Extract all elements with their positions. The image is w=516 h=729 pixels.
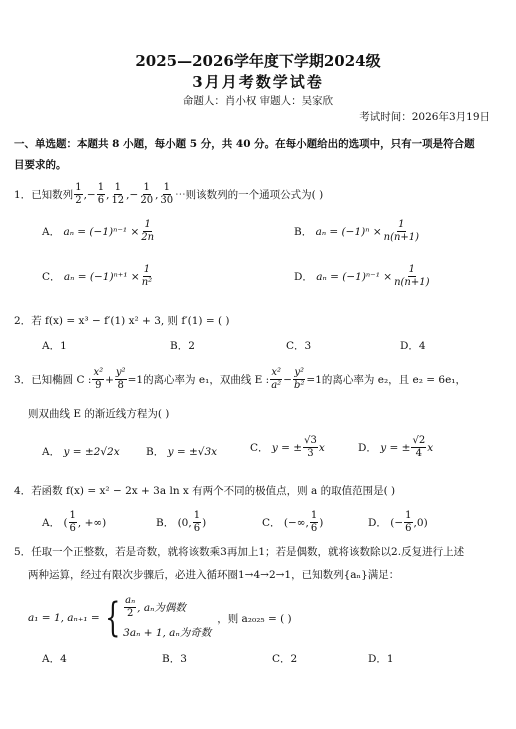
option-a[interactable]: A． aₙ = (−1)ⁿ⁻¹ × $\frac{1}{2n}$ [42,219,155,243]
section-heading-cont: 目要求的。 [14,159,67,171]
option-d[interactable]: D．1 [368,653,394,665]
question-1-stem: 1． 已知数列 $\frac{1}{2}$ , − $\frac{1}{6}$ , $\frac{1}{12}$ , − $\frac{1}{20}$ , $\frac{1}{30}$ ⋯则该数列的一个通项公式为( ) [14,182,324,206]
question-text: 已知数列 [31,189,74,201]
option-c[interactable]: C． y = ± $\frac{√3}{3}$ x [250,435,325,459]
piecewise-definition: a₁ = 1, aₙ₊₁ = { $\frac{\text{aₙ}}{2}$ , aₙ为偶数 3aₙ + 1, aₙ为奇数 ，则 a₂₀₂₅ = ( ) [28,595,292,641]
question-2-stem: 2．若 f(x) = x³ − f′(1) x² + 3, 则 f′(1) = ( ) [14,315,230,327]
option-a[interactable]: A． ( $\frac{1}{6}$ , +∞) [42,510,107,534]
sequence-term: $\frac{1}{12}$ [111,182,125,206]
exam-title: 2025—2026学年度下学期2024级 [135,52,381,70]
question-number: 1． [14,189,32,201]
question-3-ask: 则双曲线 E 的渐近线方程为( ) [28,408,170,420]
option-d[interactable]: D． y = ± $\frac{√2}{4}$ x [358,435,434,459]
option-a[interactable]: A．1 [42,340,67,352]
option-d[interactable]: D． aₙ = (−1)ⁿ⁻¹ × $\frac{1}{n(n+1)}$ [294,264,430,288]
question-4-stem: 4．若函数 f(x) = x² − 2x + 3a ln x 有两个不同的极值点，则 a 的取值范围是( ) [14,485,396,497]
option-b[interactable]: B． y = ±√3x [146,446,218,458]
option-b[interactable]: B．2 [170,340,195,352]
option-a[interactable]: A． y = ±2√2x [42,446,120,458]
option-c[interactable]: C．3 [286,340,312,352]
option-c[interactable]: C．2 [272,653,298,665]
option-d[interactable]: D．4 [400,340,426,352]
option-b[interactable]: B．3 [162,653,187,665]
option-c[interactable]: C． (−∞, $\frac{1}{6}$ ) [262,510,324,534]
option-d[interactable]: D． (− $\frac{1}{6}$ ,0) [368,510,428,534]
option-a[interactable]: A．4 [42,653,67,665]
exam-subtitle: 3月月考数学试卷 [192,73,324,91]
option-b[interactable]: B． (0, $\frac{1}{6}$ ) [156,510,207,534]
option-c[interactable]: C． aₙ = (−1)ⁿ⁺¹ × $\frac{1}{\text{n²}}$ [42,264,153,288]
option-b[interactable]: B． aₙ = (−1)ⁿ × $\frac{1}{n(n+1)}$ [294,219,420,243]
question-text-suffix: ⋯则该数列的一个通项公式为( ) [175,189,324,201]
sequence-term: $\frac{1}{2}$ [75,182,82,206]
sequence-term: $\frac{1}{20}$ [140,182,154,206]
exam-time: 考试时间：2026年3月19日 [359,111,490,123]
question-5-stem: 5．任取一个正整数，若是奇数，就将该数乘3再加上1；若是偶数，就将该数除以2.反复进行上述 [14,546,465,558]
question-3-stem: 3． 已知椭圆 C : $\frac{\text{x²}}{9}$ + $\frac{\text{y²}}{8}$ =1 的离心率为 e₁，双曲线 E : $\frac{\text{x²}}{\text{a²}}$ − $\frac{\text{y²}}{\text{b²}}$ =1 的离心率为 e₂，且 e₂ = 6e₁， [14,367,467,391]
sequence-term: $\frac{1}{30}$ [160,182,174,206]
section-heading: 一、单选题：本题共 8 小题，每小题 5 分，共 40 分。在每小题给出的选项中，只有一项是符合题 [14,138,475,150]
question-5-stem-cont: 两种运算，经过有限次步骤后，必进入循环圈1→4→2→1，已知数列{aₙ}满足： [28,569,400,581]
sequence-term: $\frac{1}{6}$ [97,182,105,206]
authors-line: 命题人：肖小权 审题人：吴家欣 [182,95,334,107]
